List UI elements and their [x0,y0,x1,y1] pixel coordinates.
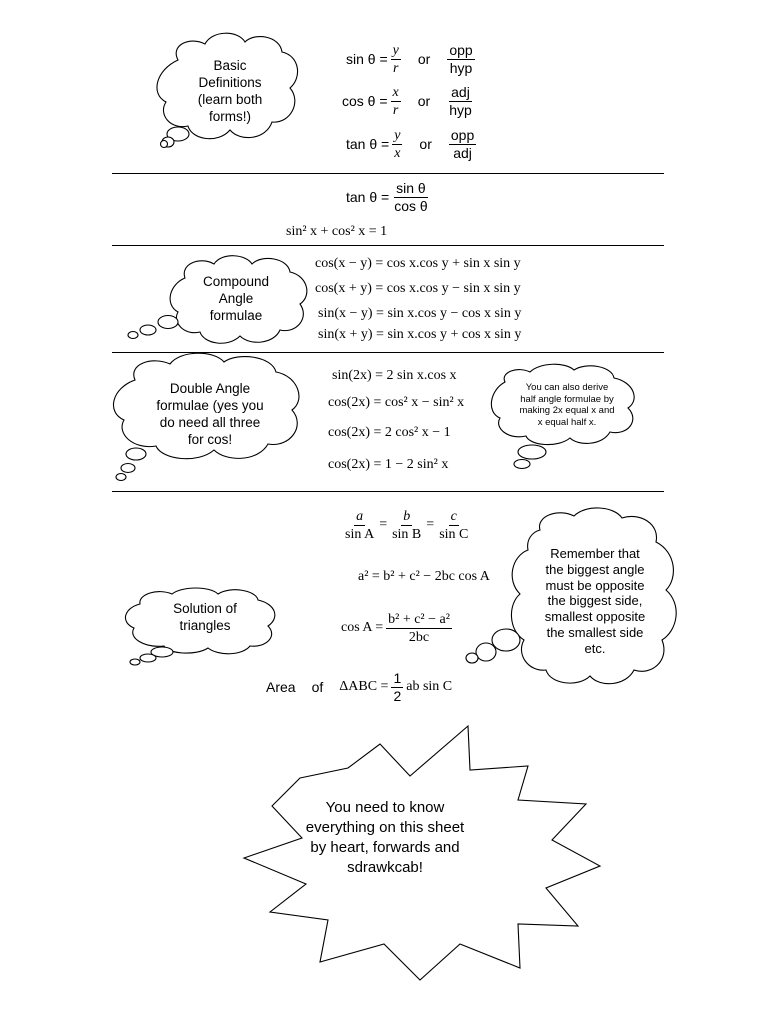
compound-formula-4: sin(x + y) = sin x.cos y + cos x sin y [318,327,522,342]
divider-2 [112,245,664,246]
double-formula-4: cos(2x) = 1 − 2 sin² x [328,457,449,472]
double-angle-label: Double Angle formulae (yes you do need all three for cos! [156,381,264,447]
area-formula: Area of ΔABC = $\frac{1}{2}$ ab sin C [266,669,453,704]
starburst-label: You need to know everything on this sheet by heart, forwards and sdrawkcab! [305,799,465,876]
tan-definition: tan θ = $\frac{y}{x}$ or $\frac{\text{opp}}{\text{adj}}$ [346,126,475,161]
divider-1 [112,173,664,174]
remember-label: Remember that the biggest angle must be opposite the biggest side, smallest opposite the smallest side etc. [544,546,646,656]
cos-a-formula: cos A = $\frac{\text{b² + c² − a²}}{2bc}$ [341,611,450,645]
cosine-rule: a² = b² + c² − 2bc cos A [358,569,490,584]
pythagorean-identity: sin² x + cos² x = 1 [286,224,388,239]
double-formula-1: sin(2x) = 2 sin x.cos x [332,368,457,383]
compound-formula-2: cos(x + y) = cos x.cos y − sin x sin y [315,281,521,296]
tan-identity: tan θ = $\frac{\text{sin θ}}{\text{cos θ}}$ [346,179,428,214]
sin-definition: sin θ = $\frac{y}{r}$ or $\frac{\text{opp}}{\text{hyp}}$ [346,41,473,76]
cos-definition: cos θ = $\frac{x}{r}$ or $\frac{\text{adj}}{\text{hyp}}$ [342,83,472,118]
half-angle-note-label: You can also derive half angle formulae by making 2x equal x and x equal half x. [519,382,615,428]
basic-definitions-label: Basic Definitions (learn both forms!) [197,58,263,124]
triangles-label: Solution of triangles [173,601,237,633]
compound-angle-label: Compound Angle formulae [202,274,270,323]
compound-formula-3: sin(x − y) = sin x.cos y − cos x sin y [318,306,522,321]
sine-rule: $\frac{a}{\text{sin A}}$ = $\frac{b}{\text{sin B}}$ = $\frac{c}{\text{sin C}}$ [345,508,469,542]
divider-4 [112,491,664,492]
double-formula-3: cos(2x) = 2 cos² x − 1 [328,425,451,440]
double-formula-2: cos(2x) = cos² x − sin² x [328,395,465,410]
divider-3 [112,352,664,353]
compound-formula-1: cos(x − y) = cos x.cos y + sin x sin y [315,256,521,271]
